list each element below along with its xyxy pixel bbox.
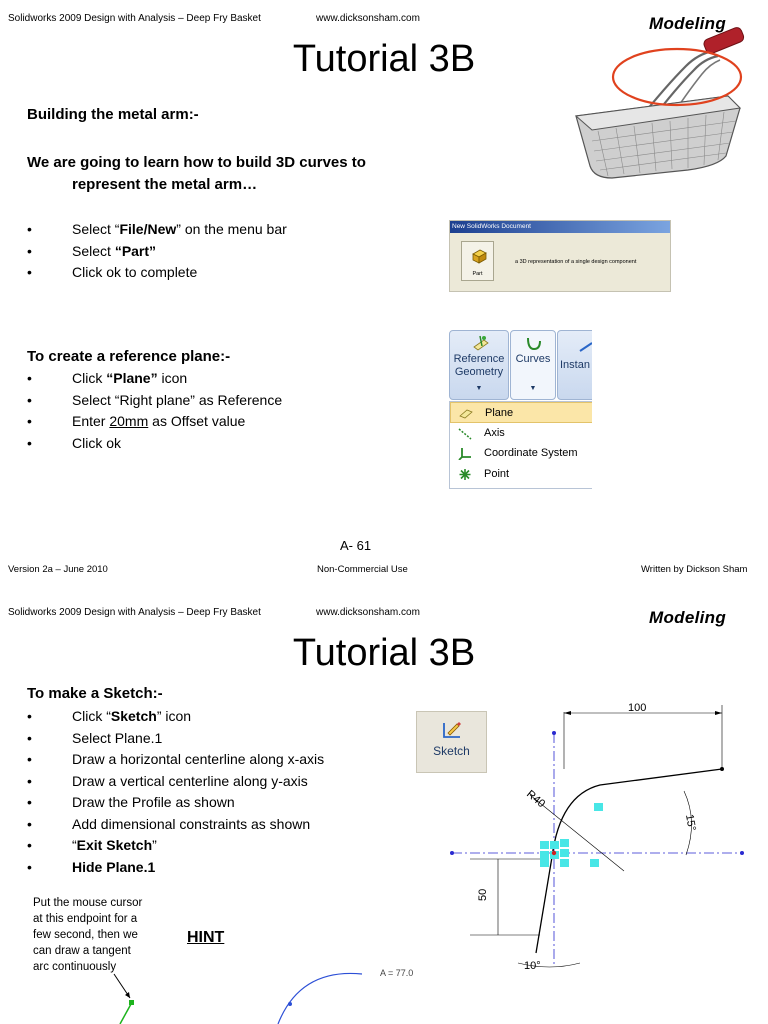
chevron-down-icon: ▼ — [529, 385, 537, 392]
page-title: Tutorial 3B — [292, 38, 476, 80]
list-item: • “Exit Sketch” — [27, 835, 324, 857]
list-item: • Click “Plane” icon — [27, 368, 282, 390]
hint-arc-drawing — [100, 968, 410, 1024]
list-item: • Draw a vertical centerline along y-axis — [27, 771, 324, 793]
dimension-15-label: 15° — [683, 813, 698, 832]
list-item: • Select “Right plane” as Reference — [27, 390, 282, 412]
reference-geometry-menu — [449, 401, 592, 489]
part-button[interactable]: Part — [461, 241, 494, 281]
plane-icon — [459, 407, 473, 420]
instant3d-icon — [578, 339, 592, 355]
steps-list-new-part — [27, 219, 287, 284]
part-description: a 3D representation of a single design component — [515, 259, 637, 265]
list-item: • Draw a horizontal centerline along x-axis — [27, 749, 324, 771]
menu-item-plane[interactable]: Plane — [450, 402, 592, 423]
list-item: • Click ok to complete — [27, 262, 287, 284]
reference-geometry-toolbar — [447, 330, 592, 490]
chevron-down-icon: ▼ — [475, 385, 483, 392]
sketch-button[interactable]: Sketch — [416, 711, 487, 773]
list-item: • Add dimensional constraints as shown — [27, 814, 324, 836]
reference-geometry-button[interactable]: Reference Geometry ▼ — [449, 330, 509, 400]
footer-version: Version 2a – June 2010 — [8, 564, 108, 575]
list-item: • Hide Plane.1 — [27, 857, 324, 879]
hint-label: HINT — [187, 929, 225, 946]
page-title: Tutorial 3B — [292, 632, 476, 674]
point-icon — [458, 468, 472, 481]
footer-license: Non-Commercial Use — [317, 564, 408, 575]
dimension-r40-label: R40 — [524, 788, 548, 811]
header-section-modeling: Modeling — [649, 608, 726, 627]
new-document-dialog — [449, 220, 671, 292]
axis-icon — [458, 427, 472, 440]
reference-geometry-icon — [472, 334, 490, 352]
list-item: • Enter 20mm as Offset value — [27, 411, 282, 433]
menu-item-point[interactable]: Point — [450, 464, 592, 485]
dimension-100-label: 100 — [628, 702, 647, 714]
list-item: • Select “Part” — [27, 241, 287, 263]
curves-button[interactable]: Curves ▼ — [510, 330, 556, 400]
list-item: • Click “Sketch” icon — [27, 706, 324, 728]
list-item: • Select Plane.1 — [27, 728, 324, 750]
menu-item-axis[interactable]: Axis — [450, 423, 592, 444]
part-icon — [470, 247, 488, 265]
header-url: www.dicksonsham.com — [316, 607, 420, 618]
header-doc-title: Solidworks 2009 Design with Analysis – Deep Fry Basket — [8, 607, 261, 618]
fry-basket-illustration — [568, 26, 758, 192]
dimension-50-label: 50 — [477, 888, 489, 901]
footer-author: Written by Dickson Sham — [641, 564, 748, 575]
header-url: www.dicksonsham.com — [316, 13, 420, 24]
sketch-profile-drawing — [440, 695, 760, 985]
menu-item-coordinate-system[interactable]: Coordinate System — [450, 443, 592, 464]
section-heading-reference-plane: To create a reference plane:- — [27, 348, 231, 365]
steps-list-reference-plane — [27, 368, 282, 454]
page-number: A- 61 — [340, 538, 372, 553]
intro-line-1: We are going to learn how to build 3D curves to — [27, 154, 366, 171]
hint-note: Put the mouse cursor at this endpoint for a few second, then we can draw a tangent arc continuously — [33, 897, 143, 973]
header-doc-title: Solidworks 2009 Design with Analysis – Deep Fry Basket — [8, 13, 261, 24]
curves-icon — [525, 335, 543, 353]
list-item: • Draw the Profile as shown — [27, 792, 324, 814]
steps-list-sketch — [27, 706, 324, 878]
section-heading-make-sketch: To make a Sketch:- — [27, 685, 163, 702]
list-item: • Click ok — [27, 433, 282, 455]
list-item: • Select “File/New” on the menu bar — [27, 219, 287, 241]
section-heading-metal-arm: Building the metal arm:- — [27, 106, 199, 123]
dialog-title: New SolidWorks Document — [450, 221, 670, 233]
dimension-10-label: 10° — [524, 960, 541, 972]
header-section-modeling: Modeling — [649, 14, 726, 33]
angle-readout: A = 77.0 — [380, 968, 414, 978]
coordinate-system-icon — [458, 447, 472, 460]
instant3d-button[interactable]: Instan — [557, 330, 592, 400]
intro-line-2: represent the metal arm… — [72, 176, 258, 193]
